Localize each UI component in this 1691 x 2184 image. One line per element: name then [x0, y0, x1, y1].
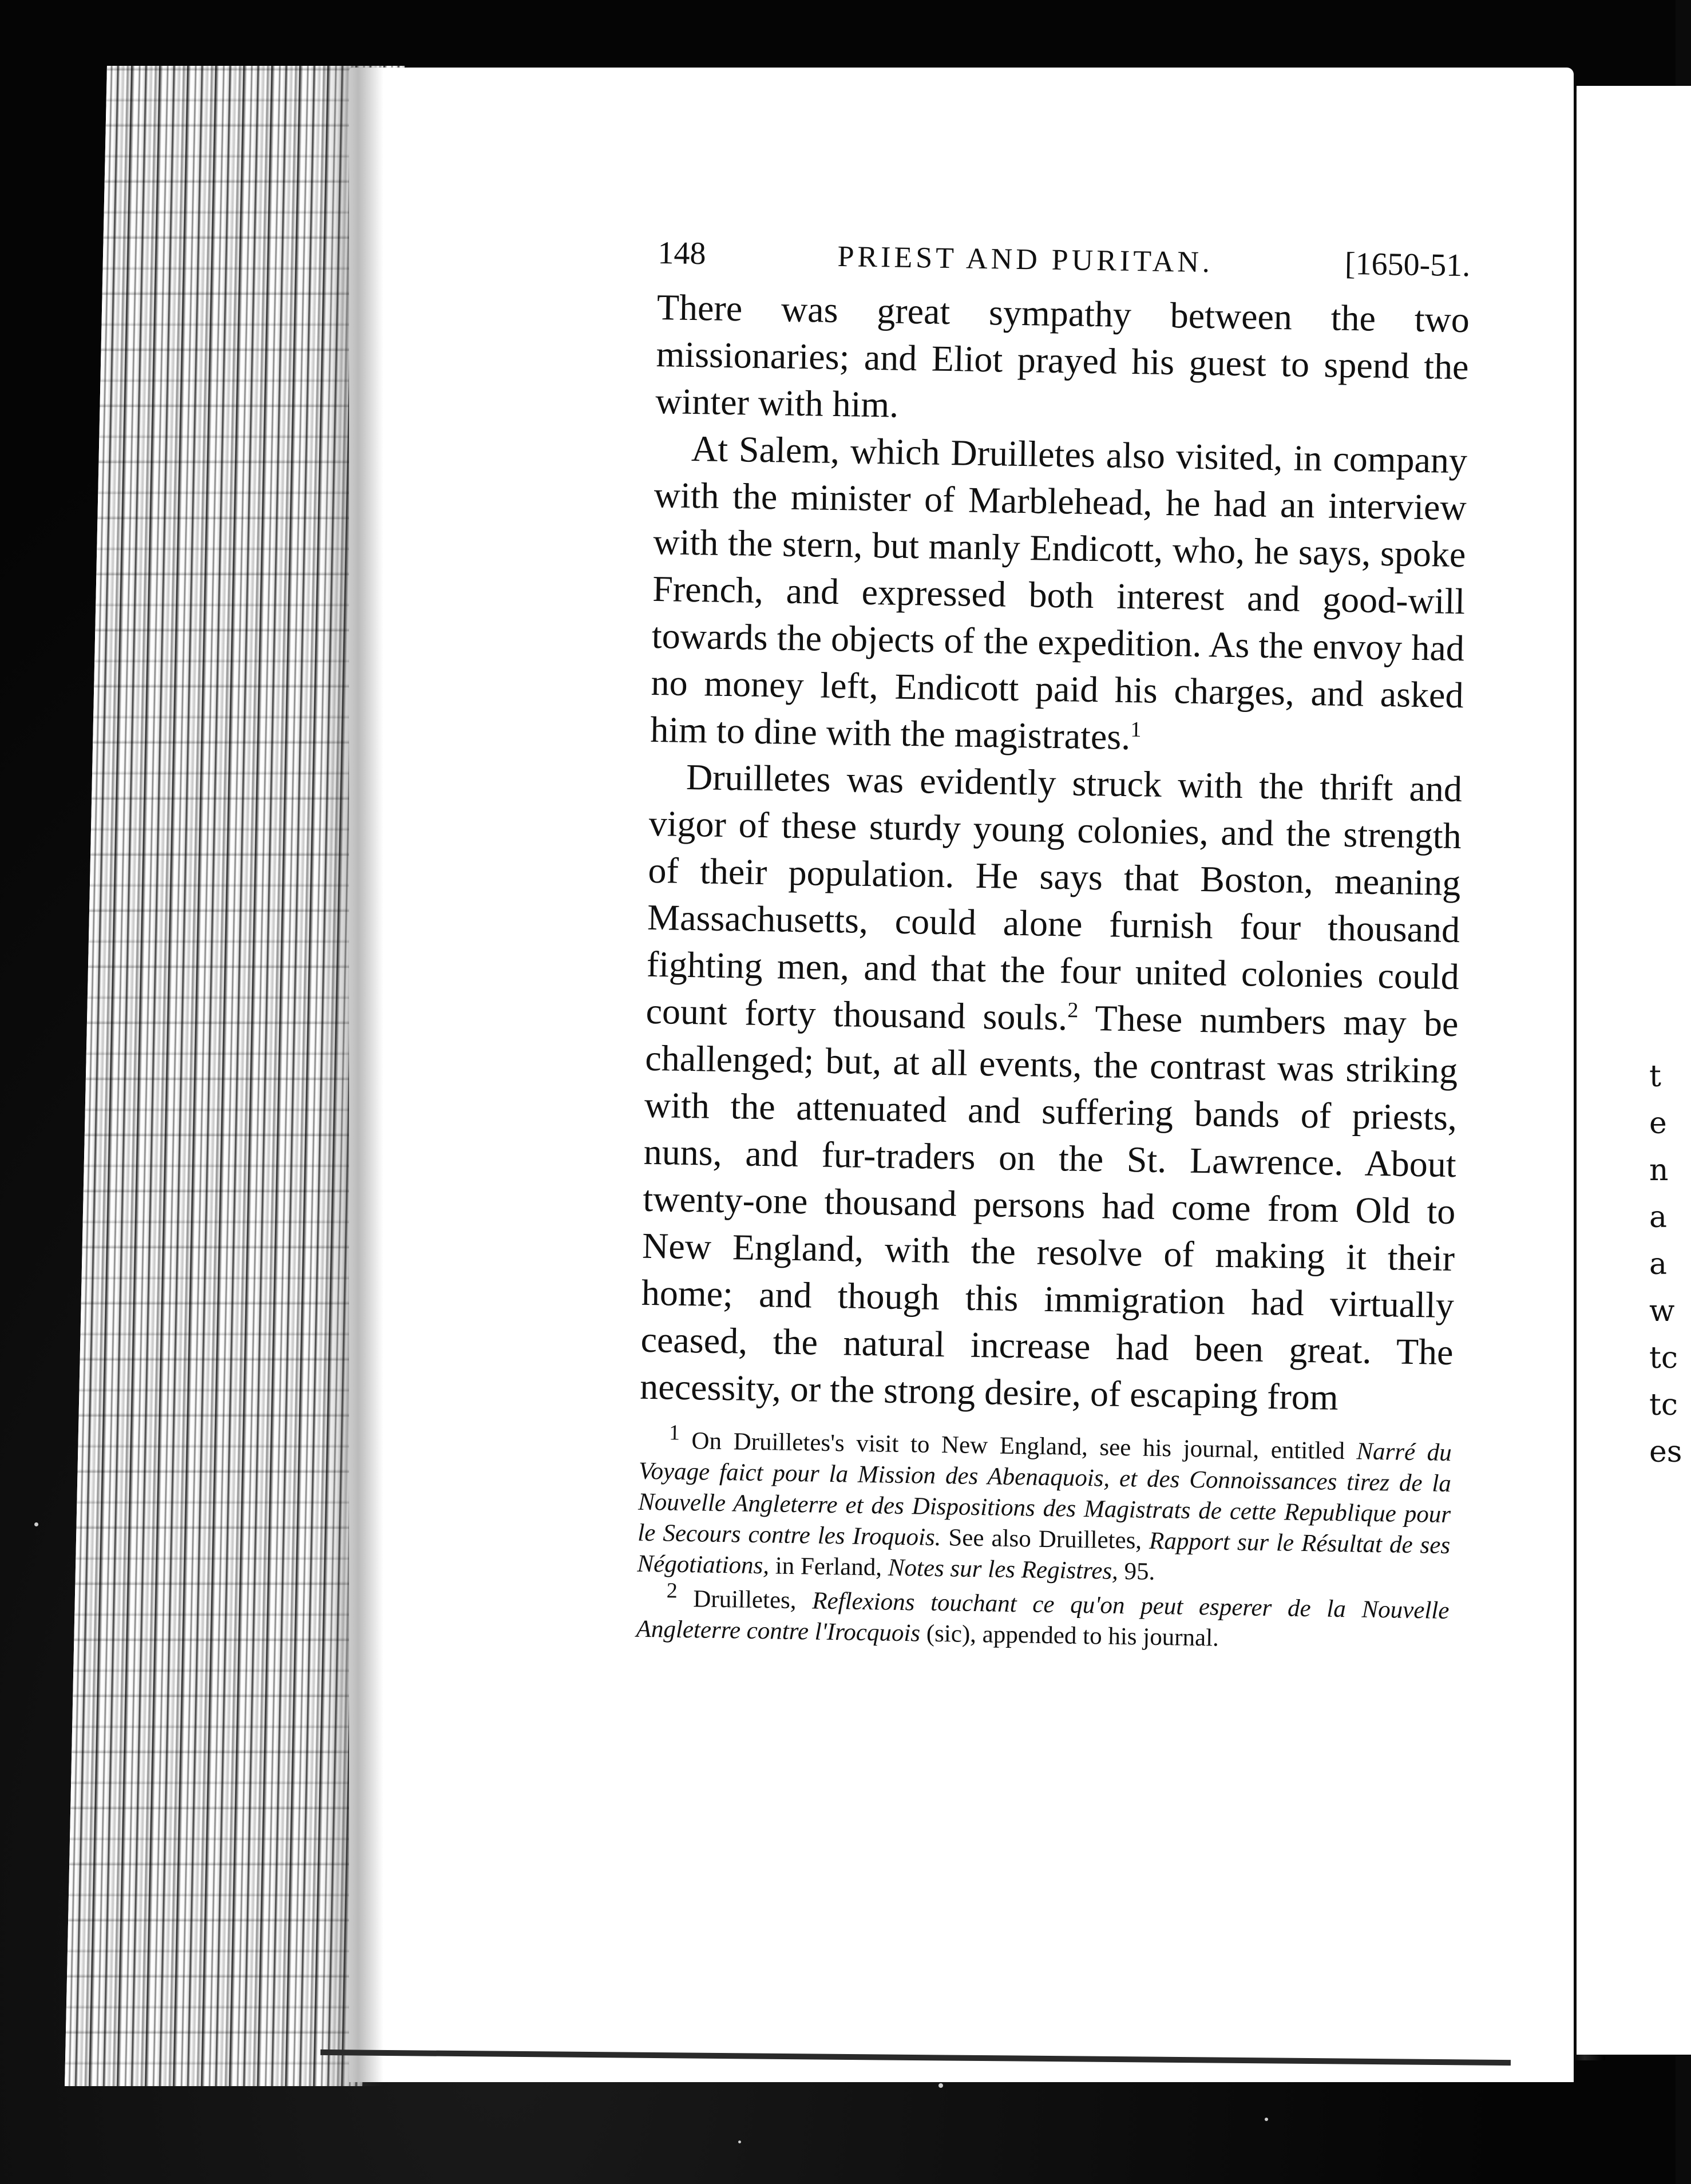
footnote-title: Narré du Voyage faict pour la Mission des Abenaquois, et des Connoissances tirez de la Nouvelle Angleterre et des Dispositions des Magistrats de cette Republique pour le Secours contre les Iroquois.: [637, 1438, 1452, 1552]
footnote-number: 1: [668, 1421, 680, 1445]
footnote-title: Reflexions touchant ce qu'on peut esperer de la Nouvelle Angleterre contre l'Irocquois: [636, 1587, 1450, 1647]
footnote-reference: 2: [1067, 998, 1079, 1023]
paragraph-text: Druilletes was evidently struck with the thrift and vigor of these sturdy young colonies, and the strength of their population. He says that Boston, meaning Massachusetts, could alone furnish four thousand fighting men, and that the four united colonies could count forty thousand souls.: [645, 756, 1463, 1038]
adjacent-fragment: e: [1649, 1106, 1667, 1141]
adjacent-fragment: a: [1649, 1247, 1668, 1281]
adjacent-fragment: w: [1649, 1294, 1675, 1328]
footnote-text: See also Druilletes,: [941, 1524, 1150, 1554]
footnote-text: (sic), appended to his journal.: [920, 1620, 1219, 1652]
adjacent-fragment: n: [1649, 1153, 1669, 1188]
paragraph-text: These numbers may be challenged; but, at all events, the contrast was striking with the attenuated and suffering bands of priests, nuns, and fur-traders on the St. Lawrence. About twenty-one thousand persons had come from Old to New England, with the resolve of making it their home; and though this immigration had virtually ceased, the natural increase had been great. The necessity, or the strong desire, of escaping from: [639, 997, 1459, 1418]
footnote: [636, 1578, 1450, 1657]
footnote-text: On Druilletes's visit to New England, see his journal, entitled: [679, 1427, 1357, 1465]
dust-speck: [938, 2083, 943, 2088]
adjacent-fragment: tc: [1649, 1388, 1678, 1422]
adjacent-fragment: t: [1649, 1059, 1661, 1094]
page-number: 148: [658, 235, 706, 272]
footnote-text: Druilletes,: [677, 1585, 813, 1615]
footnotes: [636, 1421, 1452, 1657]
date-range: [1650-51.: [1344, 246, 1471, 284]
footnote-number: 2: [666, 1578, 678, 1603]
footnote-text: in Ferland,: [769, 1552, 889, 1581]
footnote-title: Rapport sur le Résultat de ses Négotiations,: [637, 1527, 1451, 1580]
footnote-title: Notes sur les Registres,: [888, 1554, 1119, 1585]
paragraph: [650, 425, 1468, 766]
adjacent-fragment: a: [1649, 1200, 1668, 1235]
adjacent-page-text: [1649, 1053, 1682, 1475]
gutter-shadow: [320, 66, 383, 2086]
dust-speck: [738, 2141, 741, 2143]
footnote-reference: 1: [1130, 717, 1142, 742]
paragraph-text: At Salem, which Druilletes also visited, in company with the minister of Marblehead, he had an interview with the stern, but manly Endicott, who, he says, spoke French, and expressed both interest and good-will towards the objects of the expedition. As the envoy had no money left, Endicott paid his charges, and asked him to dine with the magistrates.: [650, 428, 1468, 758]
adjacent-fragment: es: [1649, 1435, 1682, 1469]
footnote: [637, 1421, 1452, 1592]
dust-speck: [34, 1522, 38, 1526]
footnote-text: 95.: [1118, 1557, 1155, 1585]
paragraph: [640, 753, 1463, 1423]
page-text: [636, 235, 1471, 1661]
paragraph: There was great sympathy between the two missionaries; and Eliot prayed his guest to spend the winter with him.: [655, 286, 1470, 425]
dust-speck: [1265, 2118, 1268, 2121]
running-title: PRIEST AND PURITAN.: [837, 240, 1214, 279]
adjacent-fragment: tc: [1649, 1341, 1678, 1375]
